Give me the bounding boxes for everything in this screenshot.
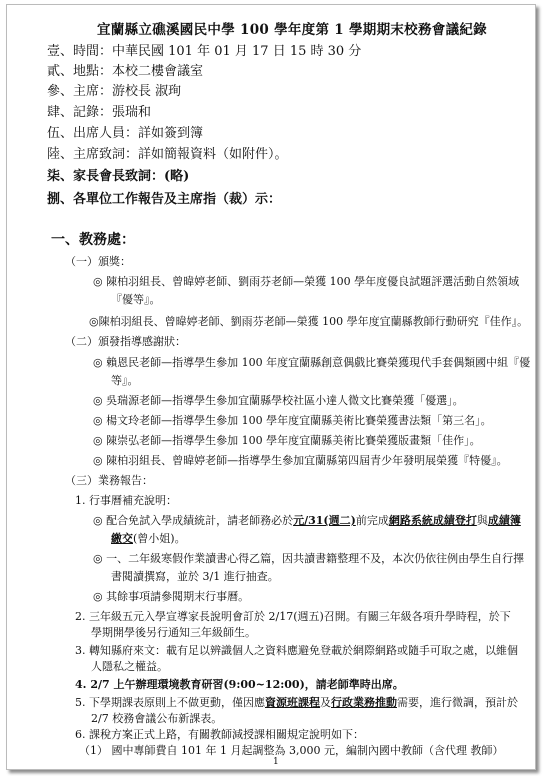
grade-book: 成績簿: [487, 514, 521, 527]
admin-business: 行政業務推動: [331, 696, 397, 709]
report-item-2-cont: 學期開學後另行通知三年級師生。: [91, 626, 256, 639]
report-item-6-1: （1） 國中專師費自 101 年 1 月起調整為 3,000 元，編制內國中教師（含代理 教師）: [79, 744, 504, 757]
report-item-1a-cont: [111, 532, 186, 546]
thanks-item-1: ◎ 賴恩民老師—指導學生參加 100 年度宜蘭縣創意偶戲比賽榮獲現代手套偶類國中組『優: [93, 356, 531, 369]
report-item-3: 3. 轉知縣府來文：載有足以辨識個人之資料應避免登載於網際網路或隨手可取之處，以維個: [75, 644, 518, 657]
award-item-2: ◎陳柏羽組長、曾暐婷老師、劉雨芬老師—榮獲 100 學年度宜蘭縣教師行動研究『佳作』。: [89, 315, 529, 328]
report-item-1a-and: 與: [476, 514, 488, 527]
report-item-5-rest: 需要，進行微調，預計於: [397, 696, 518, 709]
resource-class: 資源班課程: [265, 696, 320, 709]
thanks-label: （二）頒發指導感謝狀：: [65, 335, 186, 348]
meeting-time: 壹、時間：中華民國 101 年 01 月 17 日 15 時 30 分: [47, 44, 362, 59]
thanks-item-3: ◎ 楊文玲老師—指導學生參加 100 學年度宜蘭縣美術比賽榮獲書法類「第三名」。: [93, 414, 492, 427]
chair-speech: 陸、主席致詞：詳如簡報資料（如附件）。: [47, 147, 288, 162]
report-item-5-and: 及: [320, 696, 331, 709]
meeting-place: 貳、地點：本校二樓會議室: [47, 64, 204, 79]
report-item-4: 4. 2/7 上午辦理環境教育研習(9:00~12:00)，請老師準時出席。: [75, 678, 404, 691]
thanks-item-4: ◎ 陳崇弘老師—指導學生參加 100 學年度宜蘭縣美術比賽榮獲版畫類「佳作」。: [93, 434, 481, 447]
thanks-item-2: ◎ 吳瑞源老師—指導學生參加宜蘭縣學校社區小達人微文比賽榮獲「優選」。: [93, 394, 464, 407]
report-item-1a-contact: (曾小姐)。: [133, 532, 186, 545]
business-report-label: （三）業務報告：: [65, 474, 153, 487]
reports-heading: 捌、各單位工作報告及主席指（裁）示：: [47, 192, 282, 207]
thanks-item-1-cont: 等』。: [111, 374, 139, 387]
document-title: 宜蘭縣立礁溪國民中學 100 學年度第 1 學期期末校務會議紀錄: [97, 22, 487, 38]
report-item-1a-text: ◎ 配合免試入學成績統計，請老師務必於: [93, 514, 294, 527]
report-item-5: [75, 696, 518, 710]
report-item-2: 2. 三年級五元入學宣導家長說明會訂於 2/17(週五)召開。有關三年級各項升學時程，於下: [75, 610, 511, 623]
report-item-1a: [93, 514, 521, 528]
section-academic-heading: 一、教務處：: [51, 232, 135, 248]
report-item-1a-mid: 前完成: [355, 514, 389, 527]
meeting-attendees: 伍、出席人員：詳如簽到簿: [47, 126, 204, 141]
parent-speech: 柒、家長會長致詞：(略): [47, 169, 190, 184]
report-item-1: 1. 行事曆補充說明：: [75, 494, 177, 507]
award-item-1: ◎ 陳柏羽組長、曾暐婷老師、劉雨芬老師—榮獲 100 學年度優良試題評選活動自然領域: [93, 275, 520, 288]
report-item-6: 6. 課稅方案正式上路，有關教師減授課相關規定說明如下：: [75, 728, 364, 741]
report-item-1b-cont: 書閱讀撰寫，並於 3/1 進行抽查。: [111, 570, 279, 583]
online-grade-entry: 網路系統成績登打: [388, 514, 477, 527]
document-page: [6, 4, 536, 770]
award-item-1-cont: 『優等』。: [111, 293, 161, 306]
thanks-item-5: ◎ 陳柏羽組長、曾暐婷老師—指導學生參加宜蘭縣第四屆青少年發明展榮獲『特優』。: [93, 454, 508, 467]
report-item-1c: ◎ 其餘事項請參閱期末行事曆。: [93, 590, 250, 603]
report-item-5-text: 5. 下學期課表原則上不做更動，僅因應: [75, 696, 265, 709]
page-number: 1: [273, 757, 279, 767]
meeting-chair: 參、主席：游校長 淑珣: [47, 84, 182, 99]
report-item-3-cont: 人隱私之權益。: [91, 660, 168, 673]
report-item-5-cont: 2/7 校務會議公布新課表。: [91, 712, 223, 725]
awards-label: （一）頒獎：: [65, 255, 131, 268]
submit-text: 繳交: [111, 532, 133, 545]
meeting-recorder: 肆、記錄：張瑞和: [47, 105, 152, 120]
report-item-1b: ◎ 一、二年級寒假作業讀書心得乙篇，因共讀書籍整理不及，本次仍依往例由學生自行擇: [93, 552, 525, 565]
deadline-date: 元/31(週二): [293, 514, 356, 527]
